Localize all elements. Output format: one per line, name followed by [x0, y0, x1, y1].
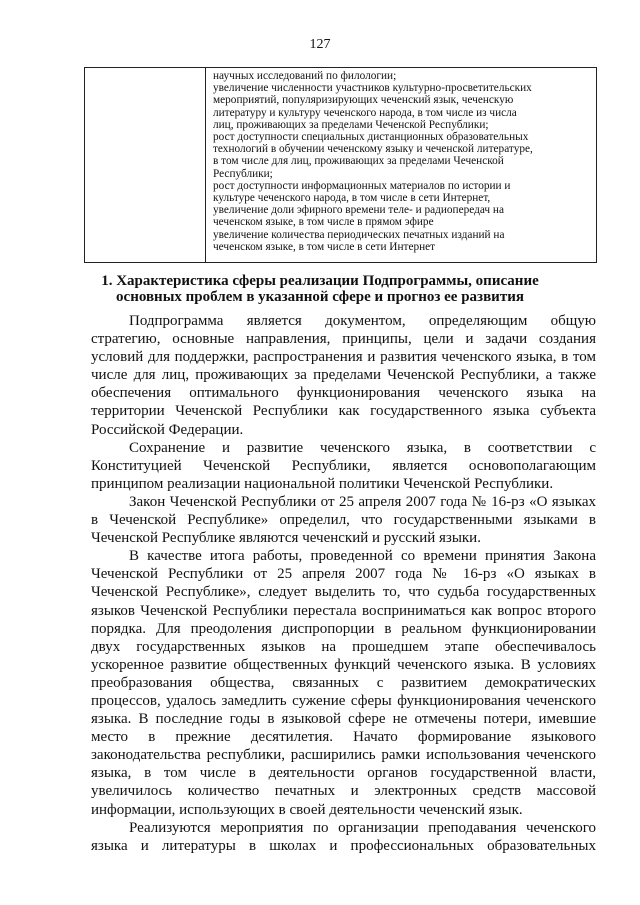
section-heading-line-2: основных проблем в указанной сфере и прогноз ее развития [116, 289, 524, 305]
table-cell-line: культуре чеченского народа, в том числе в сети Интернет, [213, 192, 491, 205]
body-line: в Чеченской Республике» определил, что государственными языками в [91, 512, 596, 529]
table-cell-line: чеченском языке, в том числе в сети Интернет [213, 240, 436, 253]
body-line: Реализуются мероприятия по организации преподавания чеченского [129, 819, 596, 836]
body-line: языка, в том числе в деятельности органов государственной власти, [91, 765, 596, 782]
body-line: законодательства республики, расширились рамки использования чеченского [91, 747, 596, 764]
body-text [91, 312, 596, 855]
body-line: обеспечения оптимального функционирования чеченского языка на [91, 385, 596, 402]
table-left-cell [85, 68, 206, 262]
body-line: двух государственных языков на прошедшем этапе обеспечивалось [91, 638, 596, 655]
indicators-table-fragment [84, 67, 597, 263]
body-line: принципом реализации национальной политики Чеченской Республики. [91, 475, 554, 492]
page-number: 127 [309, 37, 331, 52]
table-cell-line: Республики; [213, 167, 273, 180]
table-cell-line: литературу и культуру чеченского народа, в том числе из числа [213, 106, 517, 119]
body-line: преобразования общества, связанных с развитием демократических [91, 674, 596, 691]
table-cell-line: научных исследований по филологии; [213, 70, 397, 82]
table-right-cell [206, 68, 596, 262]
body-line: языков Чеченской Республики перестала восприниматься как вопрос второго [91, 602, 596, 619]
body-line: порядка. Для преодоления диспропорции в реальном функционировании [91, 620, 596, 637]
table-cell-line: лиц, проживающих за пределами Чеченской Республики; [213, 118, 489, 131]
body-line: Чеченской Республике», следует выделить то, что судьба государственных [91, 584, 596, 601]
body-line: Конституцией Чеченской Республики, является основополагающим [91, 457, 596, 474]
table-cell-line: чеченском языке, в том числе в прямом эфире [213, 216, 434, 229]
table-cell-line: увеличение количества периодических печатных изданий на [213, 228, 505, 241]
table-cell-line: увеличение доли эфирного времени теле- и радиопередач на [213, 204, 504, 217]
body-line: стратегию, основные направления, принципы, цели и задачи создания [91, 331, 596, 348]
body-line: территории Чеченской Республики как государственного языка субъекта [91, 403, 596, 420]
body-line: Закон Чеченской Республики от 25 апреля 2007 года № 16-рз «О языках [129, 493, 596, 510]
body-line: место в прежние десятилетия. Начато формирование языкового [91, 729, 596, 746]
body-line: информации, использующих в своей деятельности чеченский язык. [91, 801, 523, 818]
table-cell-line: в том числе для лиц, проживающих за пределами Чеченской [213, 155, 504, 168]
table-cell-line: рост доступности информационных материалов по истории и [213, 179, 511, 192]
body-line: языка. В последние годы в языковой сфере не отмечены потери, имевшие [91, 711, 596, 728]
body-line: языка и литературы в школах и профессиональных образовательных [91, 837, 596, 854]
table-cell-line: мероприятий, популяризирующих чеченский язык, чеченскую [213, 94, 514, 107]
body-line: числе для лиц, проживающих за пределами Чеченской Республики, а также [91, 367, 596, 384]
table-cell-line: технологий в обучении чеченскому языку и чеченской литературе, [213, 143, 533, 156]
body-line: Чеченской Республике являются чеченский и русский языки. [91, 530, 481, 547]
body-line: процессов, удалось замедлить сужение сферы функционирования чеченского [91, 692, 596, 709]
section-heading-line-1: 1. Характеристика сферы реализации Подпрограммы, описание [101, 273, 539, 289]
body-line: Сохранение и развитие чеченского языка, в соответствии с [129, 439, 596, 456]
body-line: условий для поддержки, распространения и развития чеченского языка, в том [91, 349, 596, 366]
table-cell-line: рост доступности специальных дистанционных образовательных [213, 131, 529, 144]
body-line: В качестве итога работы, проведенной со времени принятия Закона [129, 548, 596, 565]
body-line: Российской Федерации. [91, 421, 244, 438]
section-heading [60, 273, 580, 305]
table-cell-line: увеличение численности участников культурно-просветительских [213, 82, 532, 95]
body-line: Подпрограмма является документом, определяющим общую [129, 313, 596, 329]
body-line: увеличилось количество печатных и электронных средств массовой [91, 783, 596, 800]
body-line: ускоренное развитие общественных функций чеченского языка. В условиях [91, 656, 596, 673]
body-line: Чеченской Республики от 25 апреля 2007 года № 16-рз «О языках в [91, 566, 596, 583]
